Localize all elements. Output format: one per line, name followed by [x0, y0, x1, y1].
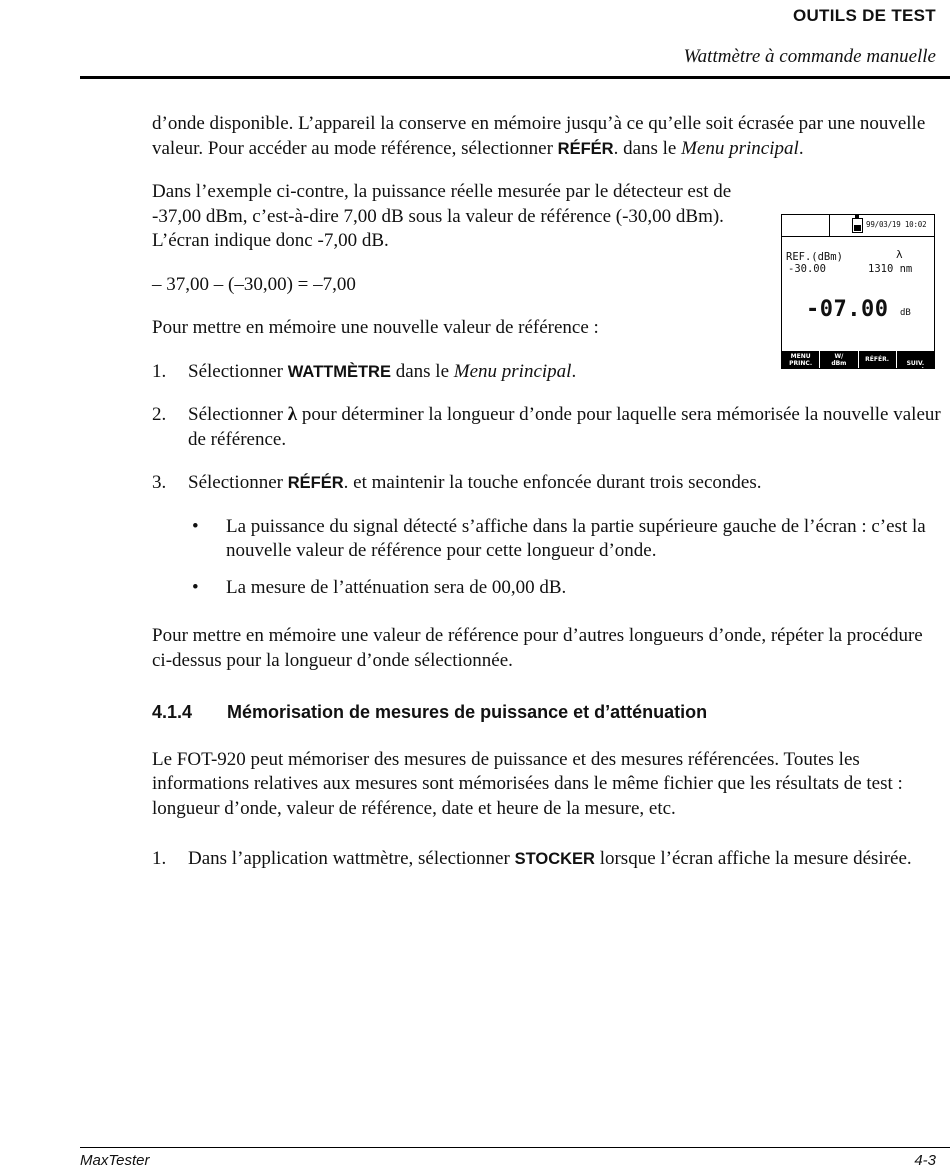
softkey-menu-principal[interactable]: MENU PRINC.: [782, 351, 820, 368]
bullet-item: • La puissance du signal détecté s’affiche dans la partie supérieure gauche de l’écran : c’est la nouvelle valeur de référence pour cette longueur d’onde.: [192, 515, 926, 561]
paragraph-store-intro: Pour mettre en mémoire une nouvelle valeur de référence :: [152, 317, 599, 338]
device-status-bar: [782, 215, 934, 237]
power-reading: -07.00: [806, 297, 889, 322]
keyword-wattmetre: WATTMÈTRE: [287, 362, 391, 381]
step-2: 2. Sélectionner λ pour déterminer la longueur d’onde pour laquelle sera mémorisée la nouvelle valeur de référence.: [152, 404, 941, 450]
footer-rule: [80, 1147, 950, 1148]
device-screen: [781, 214, 935, 369]
softkey-bar: [782, 351, 934, 368]
step-number: 3.: [152, 472, 167, 493]
lambda-symbol: λ: [287, 404, 298, 425]
bullet-dot: •: [192, 576, 199, 598]
softkey-w-dbm[interactable]: W/ dBm: [820, 351, 858, 368]
reading-unit: dB: [900, 308, 911, 318]
battery-icon: [852, 218, 863, 233]
footer-product: MaxTester: [80, 1152, 150, 1169]
softkey-suivant[interactable]: [897, 351, 934, 368]
wavelength-value: 1310 nm: [868, 263, 913, 275]
step-number: 2.: [152, 404, 167, 425]
heading-number: 4.1.4: [152, 702, 193, 722]
section-heading: [152, 700, 942, 725]
menu-principal-ref: Menu principal: [681, 137, 799, 159]
formula: – 37,00 – (–30,00) = –7,00: [152, 273, 356, 295]
heading-title: Mémorisation de mesures de puissance et d’atténuation: [227, 702, 708, 722]
header-rule: [80, 76, 950, 79]
reference-label: REF.(dBm): [786, 251, 843, 263]
bullet-dot: •: [192, 515, 199, 537]
step-store: 1. Dans l’application wattmètre, sélectionner STOCKER lorsque l’écran affiche la mesure désirée.: [152, 847, 942, 872]
keyword-refer: RÉFÉR: [557, 139, 614, 158]
chapter-title: OUTILS DE TEST: [792, 6, 936, 25]
bullet-item: • La mesure de l’atténuation sera de 00,00 dB.: [152, 576, 942, 601]
softkey-refer[interactable]: RÉFÉR.: [859, 351, 897, 368]
keyword-refer: RÉFÉR: [287, 474, 344, 492]
step-1: 1. Sélectionner WATTMÈTRE dans le Menu principal.: [152, 360, 942, 385]
section-title: Wattmètre à commande manuelle: [683, 46, 936, 67]
lambda-label: λ: [896, 248, 903, 261]
page-number: 4-3: [914, 1152, 936, 1169]
paragraph-example: Dans l’exemple ci-contre, la puissance réelle mesurée par le détecteur est de -37,00 dBm, c’est-à-dire 7,00 dB sous la valeur de référence (-30,00 dBm). L’écran indique donc -7,00 dB.: [152, 181, 732, 251]
paragraph-other-wavelengths: Pour mettre en mémoire une valeur de référence pour d’autres longueurs d’onde, répéter la procédure ci-dessus pour la longueur d’onde sélectionnée.: [152, 625, 923, 671]
reference-value: -30.00: [788, 263, 826, 275]
keyword-stocker: STOCKER: [514, 850, 595, 868]
step-number: 1.: [152, 360, 167, 382]
softkey-suivant-label: SUIV.: [906, 360, 925, 367]
device-datetime: 99/03/19 10:02: [866, 220, 927, 229]
step-3: 3. Sélectionner RÉFÉR. et maintenir la touche enfoncée durant trois secondes.: [152, 471, 942, 496]
paragraph-fot920: Le FOT-920 peut mémoriser des mesures de puissance et des mesures référencées. Toutes les informations relatives aux mesures sont mémorisées dans le même fichier que les résultats de test : longueur d’onde, valeur de référence, date et heure de la mesure, etc.: [152, 748, 903, 819]
status-divider: [829, 215, 830, 236]
paragraph-reference-mode: d’onde disponible. L’appareil la conserve en mémoire jusqu’à ce qu’elle soit écrasée par une nouvelle valeur. Pour accéder au mode référence, sélectionner RÉFÉR. dans le Menu principal.: [152, 113, 926, 159]
step-number: 1.: [152, 848, 167, 869]
